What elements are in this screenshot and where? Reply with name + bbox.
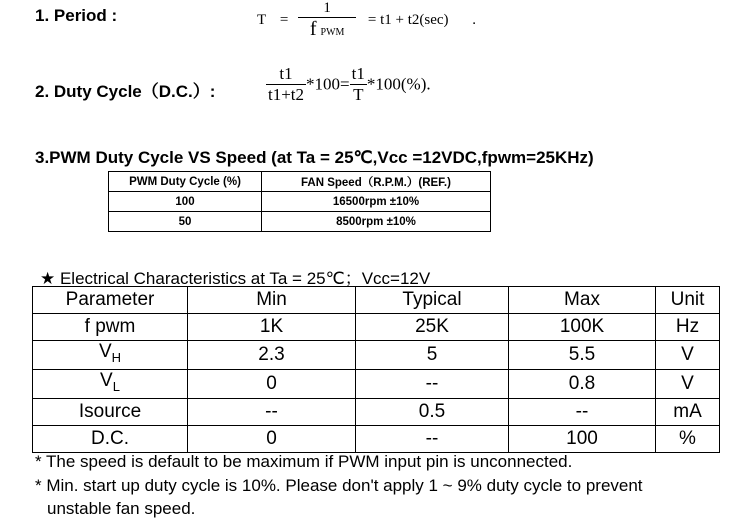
electrical-title: ★ Electrical Characteristics at Ta = 25℃；Vcc=12V	[40, 269, 431, 288]
electrical-min: --	[188, 398, 356, 425]
param-text: V	[98, 341, 112, 362]
period-tail: .	[472, 12, 477, 28]
pwm-speed-cell: 100	[109, 192, 262, 212]
period-eq: =	[279, 12, 289, 28]
electrical-typ: 5	[356, 341, 509, 370]
duty-frac2-num: t1	[351, 64, 365, 83]
electrical-unit: V	[656, 369, 720, 398]
electrical-max: 0.8	[509, 369, 656, 398]
duty-mid: *100=	[306, 74, 350, 94]
duty-fraction-2	[350, 64, 367, 105]
electrical-param	[33, 341, 188, 370]
pwm-speed-cell: 8500rpm ±10%	[262, 212, 491, 232]
electrical-header-max: Max	[509, 287, 656, 314]
electrical-min: 1K	[188, 314, 356, 341]
duty-formula	[266, 64, 431, 105]
pwm-speed-header-speed: FAN Speed（R.P.M.）(REF.)	[262, 172, 491, 192]
electrical-typ: 0.5	[356, 398, 509, 425]
pwm-speed-header-duty: PWM Duty Cycle (%)	[109, 172, 262, 192]
duty-frac2-den: T	[350, 84, 367, 105]
period-formula	[257, 0, 476, 41]
period-label: 1. Period :	[35, 6, 118, 25]
electrical-max: 5.5	[509, 341, 656, 370]
electrical-max: 100	[509, 425, 656, 452]
table-row	[109, 192, 491, 212]
period-rhs: = t1 + t2(sec)	[367, 12, 449, 28]
table-row	[33, 398, 720, 425]
param-text: D.C.	[91, 427, 129, 449]
param-subscript: H	[111, 349, 122, 365]
table-row	[109, 212, 491, 232]
table-row	[33, 425, 720, 452]
electrical-typ: --	[356, 425, 509, 452]
electrical-unit: V	[656, 341, 720, 370]
electrical-unit: Hz	[656, 314, 720, 341]
electrical-max: 100K	[509, 314, 656, 341]
electrical-min: 0	[188, 369, 356, 398]
electrical-header-min: Min	[188, 287, 356, 314]
note-default-speed: * The speed is default to be maximum if PWM input pin is unconnected.	[35, 452, 573, 471]
period-numerator: 1	[323, 0, 331, 16]
period-lhs: T	[257, 12, 267, 28]
note-min-duty-cont: unstable fan speed.	[47, 499, 196, 518]
period-fraction	[298, 0, 356, 41]
pwm-speed-table	[108, 171, 491, 232]
electrical-typ: 25K	[356, 314, 509, 341]
table-row	[33, 341, 720, 370]
table-row	[33, 369, 720, 398]
pwm-speed-cell: 50	[109, 212, 262, 232]
note-min-duty: * Min. start up duty cycle is 10%. Please don't apply 1 ~ 9% duty cycle to prevent	[35, 476, 643, 495]
electrical-header-typical: Typical	[356, 287, 509, 314]
pwm-speed-title: 3.PWM Duty Cycle VS Speed (at Ta = 25℃,Vcc =12VDC,fpwm=25KHz)	[35, 148, 594, 167]
pwm-speed-header-row	[109, 172, 491, 192]
param-text: V	[100, 369, 113, 391]
duty-frac1-den: t1+t2	[268, 85, 305, 104]
electrical-table	[32, 286, 720, 453]
electrical-header-unit: Unit	[656, 287, 720, 314]
duty-frac1-num: t1	[279, 64, 293, 83]
electrical-min: 0	[188, 425, 356, 452]
electrical-header-parameter: Parameter	[33, 287, 188, 314]
electrical-param	[33, 314, 188, 341]
param-subscript: L	[112, 378, 120, 394]
electrical-min: 2.3	[188, 341, 356, 370]
electrical-param	[33, 425, 188, 452]
electrical-param	[33, 398, 188, 425]
table-row	[33, 314, 720, 341]
period-den-f: f	[309, 18, 317, 40]
period-den-sub: PWM	[320, 27, 345, 38]
duty-tail: *100(%).	[366, 74, 431, 94]
param-text: Isource	[78, 400, 142, 422]
electrical-typ: --	[356, 369, 509, 398]
param-text: f pwm	[84, 316, 136, 337]
electrical-param	[33, 369, 188, 398]
duty-fraction-1	[266, 64, 306, 105]
period-denominator	[298, 17, 356, 41]
electrical-header-row	[33, 287, 720, 314]
duty-label: 2. Duty Cycle（D.C.）:	[35, 82, 216, 101]
pwm-speed-cell: 16500rpm ±10%	[262, 192, 491, 212]
electrical-unit: mA	[656, 398, 720, 425]
electrical-unit: %	[656, 425, 720, 452]
electrical-max: --	[509, 398, 656, 425]
